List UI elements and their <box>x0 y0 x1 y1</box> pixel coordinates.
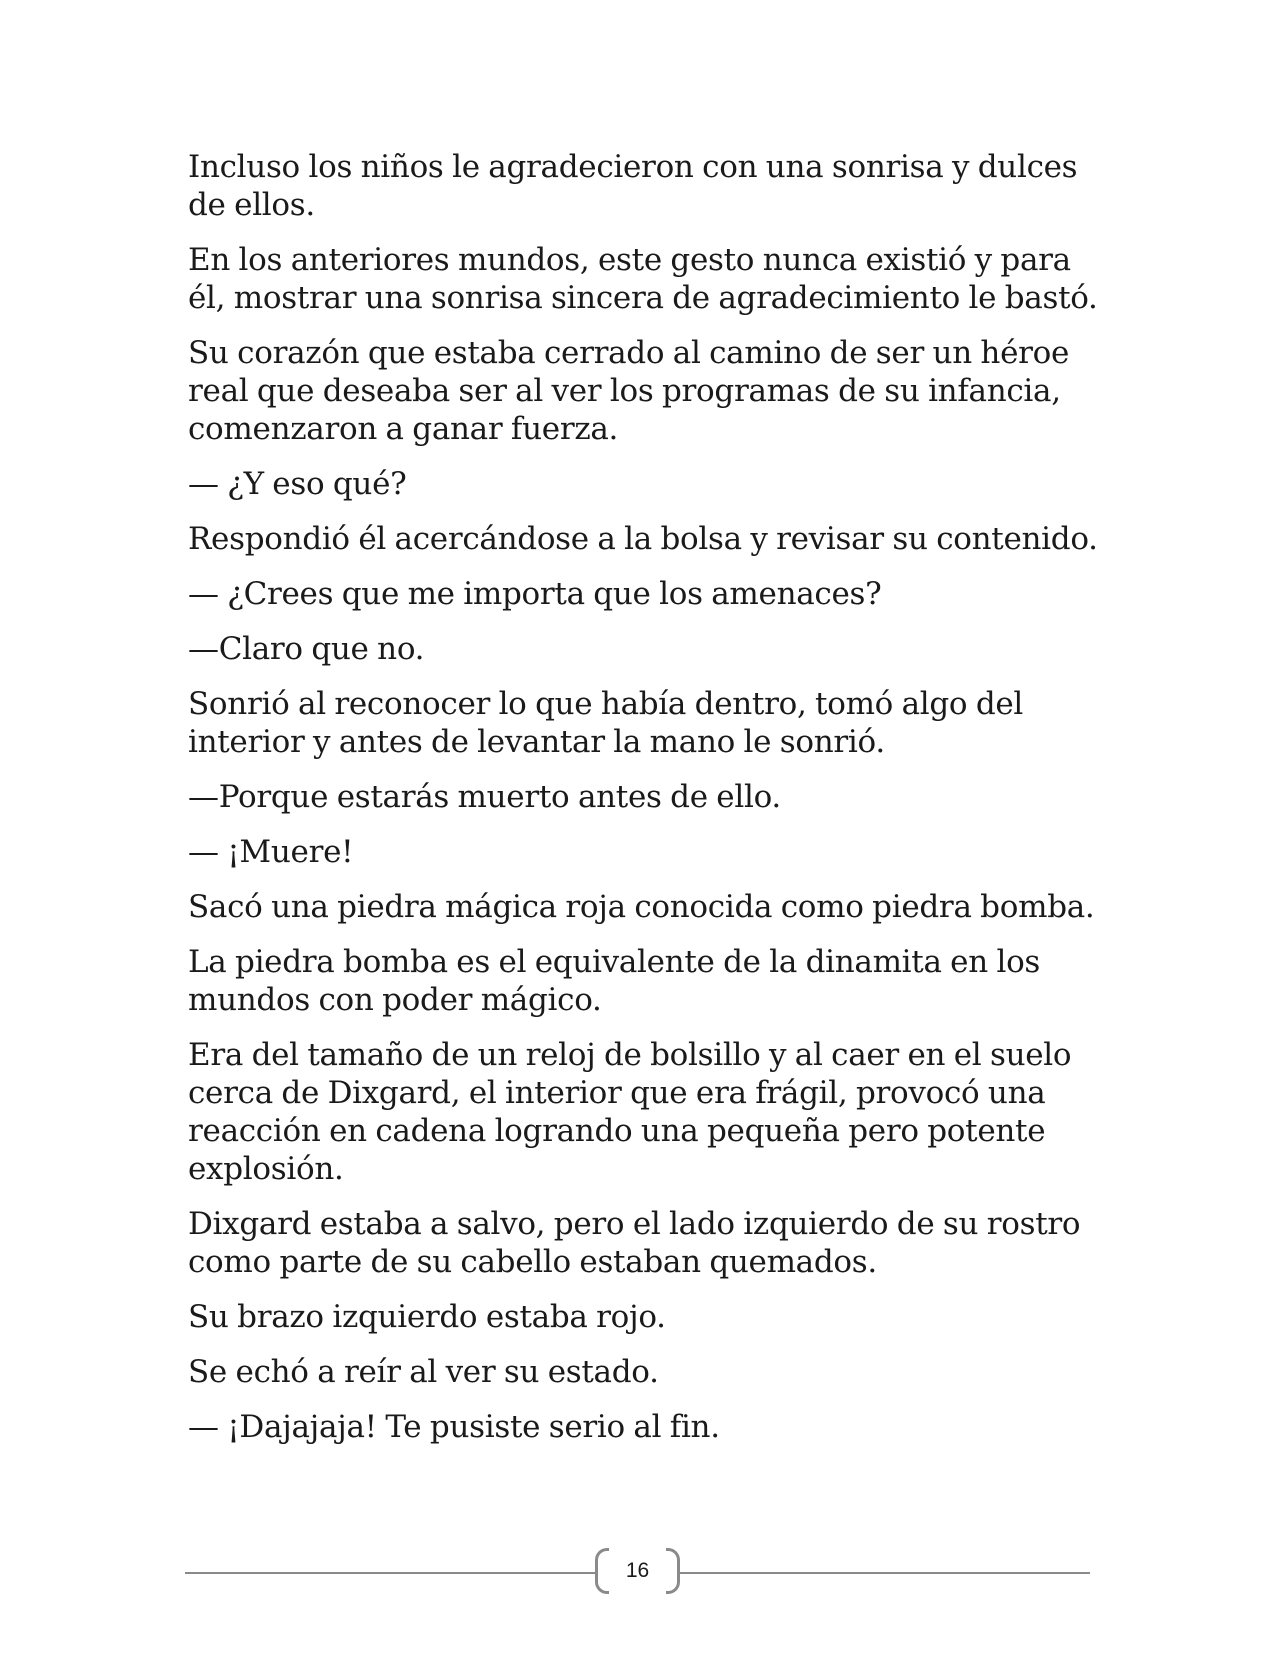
paragraph-5: Respondió él acercándose a la bolsa y revisar su contenido. <box>188 521 1098 557</box>
paragraph-7: —Claro que no. <box>188 631 425 667</box>
paragraph-12: La piedra bomba es el equivalente de la dinamita en los mundos con poder mágico. <box>188 944 1041 1018</box>
footer-rule-left <box>185 1572 595 1574</box>
footer-rule-right <box>680 1572 1090 1574</box>
left-brace-icon <box>595 1548 609 1594</box>
paragraph-8: Sonrió al reconocer lo que había dentro, tomó algo del interior y antes de levantar la mano le sonrió. <box>188 686 1024 760</box>
paragraph-11: Sacó una piedra mágica roja conocida como piedra bomba. <box>188 889 1095 925</box>
paragraph-14: Dixgard estaba a salvo, pero el lado izquierdo de su rostro como parte de su cabello estaban quemados. <box>188 1206 1081 1280</box>
paragraph-16: Se echó a reír al ver su estado. <box>188 1354 659 1390</box>
page-footer <box>185 1546 1090 1600</box>
paragraph-3: Su corazón que estaba cerrado al camino de ser un héroe real que deseaba ser al ver los programas de su infancia, comenzaron a ganar fuerza. <box>188 335 1070 447</box>
paragraph-2: En los anteriores mundos, este gesto nunca existió y para él, mostrar una sonrisa sincera de agradecimiento le bastó. <box>188 242 1098 316</box>
paragraph-10: — ¡Muere! <box>188 834 354 870</box>
paragraph-1: Incluso los niños le agradecieron con una sonrisa y dulces de ellos. <box>188 149 1078 223</box>
paragraph-6: — ¿Crees que me importa que los amenaces? <box>188 576 882 612</box>
paragraph-13: Era del tamaño de un reloj de bolsillo y al caer en el suelo cerca de Dixgard, el interior que era frágil, provocó una reacción en cadena logrando una pequeña pero potente explosión. <box>188 1037 1072 1187</box>
paragraph-4: — ¿Y eso qué? <box>188 466 407 502</box>
page-number: 16 <box>625 1559 650 1582</box>
paragraph-9: —Porque estarás muerto antes de ello. <box>188 779 781 815</box>
paragraph-17: — ¡Dajajaja! Te pusiste serio al fin. <box>188 1409 720 1445</box>
body-text <box>188 148 1108 1463</box>
right-brace-icon <box>666 1548 680 1594</box>
paragraph-15: Su brazo izquierdo estaba rojo. <box>188 1299 666 1335</box>
